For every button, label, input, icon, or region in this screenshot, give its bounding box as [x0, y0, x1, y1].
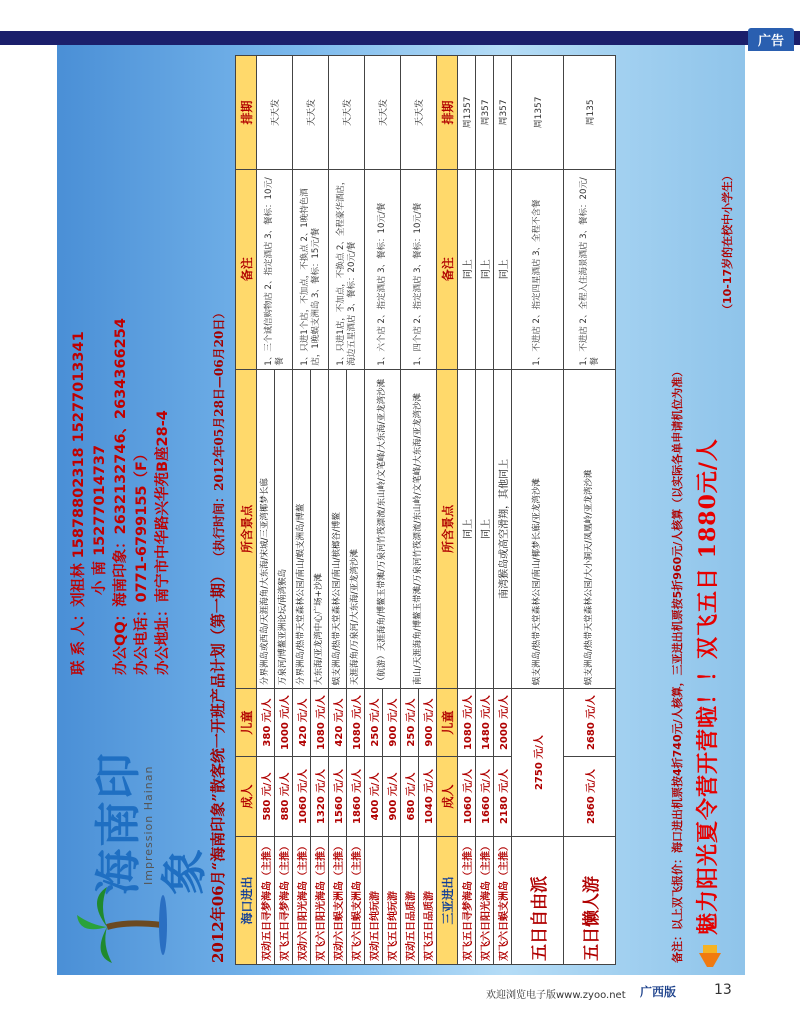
adult-price: 1560 元/人 — [329, 757, 347, 837]
notes: 1、不进店 2、指定四星酒店 3、全程不含餐 — [512, 169, 564, 369]
megaphone-icon — [693, 937, 727, 971]
plan-title-main: 2012年06月“海南印象”散客统一开班产品计划（第一期） — [209, 568, 227, 963]
logo-text: 海南印象 — [91, 751, 211, 895]
section-header-haikou — [236, 56, 257, 965]
table-row — [329, 56, 347, 965]
child-price: 250 元/人 — [365, 689, 383, 757]
adult-price: 400 元/人 — [365, 757, 383, 837]
route-name: 双动五日品质游 — [401, 837, 419, 965]
child-price: 1080 元/人 — [347, 689, 365, 757]
schedule: 周357 — [476, 56, 494, 170]
contact-line-3: 办公QQ：海南印象：2632132746、2634366254 — [113, 318, 129, 675]
adult-price: 1660 元/人 — [476, 757, 494, 837]
spots: 南湾猴岛或高空滑翔，其他同上 — [494, 369, 512, 688]
notes: 1、只进1个店，不加点，不换点 2、1晚特色酒店，1晚蜈支洲岛 3、餐标：15元/餐 — [293, 169, 329, 369]
child-price: 1080 元/人 — [458, 689, 476, 757]
spots: 蜈支洲岛/热带天堂森林公园/南山/椰梦长廊/亚龙湾沙滩 — [512, 369, 564, 688]
table-row — [476, 56, 494, 965]
section-title: 海口进出 — [236, 837, 257, 965]
page-number: 13 — [714, 982, 732, 998]
notes: 同上 — [458, 169, 476, 369]
route-name: 双飞五日寻梦海岛（主推） — [458, 837, 476, 965]
price-remark: 备注：以上双飞报价：海口进出机票按4折740元/人核算，三亚进出机票按5折960元/人核算（以实际各单申请机位为准） — [671, 365, 684, 963]
route-name: 双动五日纯玩游 — [365, 837, 383, 965]
notes: 1、不进店 2、全程入住海景酒店 3、餐标：20元/餐 — [564, 169, 616, 369]
route-name: 五日自由派 — [512, 837, 564, 965]
child-price: 900 元/人 — [419, 689, 437, 757]
child-price: 380 元/人 — [257, 689, 275, 757]
notes: 同上 — [494, 169, 512, 369]
table-row — [293, 56, 311, 965]
schedule: 天天发 — [257, 56, 293, 170]
spots: 南山/天涯海角/博鳌玉带滩/万泉河竹筏漂流/东山岭/文笔峰/大东海/亚龙湾沙滩 — [401, 369, 437, 688]
route-name: 双飞五日纯玩游 — [383, 837, 401, 965]
footer-url: 欢迎浏览电子版www.zyoo.net — [486, 990, 626, 1001]
contact-line-5: 办公地址：南宁市中华路兴华苑B座28-4 — [155, 410, 171, 675]
child-price: 1080 元/人 — [311, 689, 329, 757]
adult-price: 580 元/人 — [257, 757, 275, 837]
spots: 分界洲岛或西岛/天涯海角/大东海/宋城/三亚湾椰梦长廊 — [257, 369, 275, 688]
contact-line-1: 联 系 人：刘祖林 15878802318 15277013341 — [71, 331, 87, 675]
spots: （航游）天涯海角/博鳌玉带滩/万泉河竹筏漂流/东山岭/文笔峰/大东海/亚龙湾沙滩 — [365, 369, 401, 688]
adult-price: 1040 元/人 — [419, 757, 437, 837]
child-price: 2680 元/人 — [564, 689, 616, 757]
route-name: 双飞六日阳光海岛（主推） — [311, 837, 329, 965]
col-notes: 备注 — [437, 169, 458, 369]
spots: 天涯海角/万泉河/大东海/亚龙湾沙滩 — [347, 369, 365, 688]
child-price: 420 元/人 — [293, 689, 311, 757]
palm-tree-icon — [77, 885, 167, 965]
adult-price: 1060 元/人 — [458, 757, 476, 837]
route-name: 双动六日蜈支洲岛（主推） — [329, 837, 347, 965]
route-name: 双飞六日蜈支洲岛（主推） — [494, 837, 512, 965]
child-price: 1480 元/人 — [476, 689, 494, 757]
child-price: 2000 元/人 — [494, 689, 512, 757]
col-adult: 成人 — [236, 757, 257, 837]
table-row — [512, 56, 564, 965]
ad-tag: 广告 — [748, 28, 794, 51]
adult-price: 1060 元/人 — [293, 757, 311, 837]
contact-line-2: 小 南 15277014737 — [92, 444, 108, 595]
logo-subtitle: Impression Hainan — [142, 765, 155, 885]
route-name: 双飞五日寻梦海岛（主推） — [275, 837, 293, 965]
footer-edition: 广西版 — [640, 985, 677, 999]
travel-poster — [57, 45, 745, 975]
col-spots: 所含景点 — [236, 369, 257, 688]
child-price: 250 元/人 — [401, 689, 419, 757]
table-row — [401, 56, 419, 965]
adult-price: 880 元/人 — [275, 757, 293, 837]
adult-price: 1860 元/人 — [347, 757, 365, 837]
col-child: 儿童 — [236, 689, 257, 757]
notes: 1、只进1店，不加点，不换点 2、全程豪华酒店，海边五星酒店 3、餐标：20元/餐 — [329, 169, 365, 369]
col-schedule: 排期 — [437, 56, 458, 170]
spots: 同上 — [476, 369, 494, 688]
schedule: 天天发 — [293, 56, 329, 170]
route-name: 双动六日阳光海岛（主推） — [293, 837, 311, 965]
adult-price: 680 元/人 — [401, 757, 419, 837]
child-price: 420 元/人 — [329, 689, 347, 757]
notes: 1、三个诚信购物店 2、指定酒店 3、餐标：10元/餐 — [257, 169, 293, 369]
summer-camp-slogan: 魅力阳光夏令营开营啦！！双飞五日 1880元/人 — [695, 438, 721, 935]
route-name: 五日懒人游 — [564, 837, 616, 965]
contact-block — [69, 55, 201, 675]
col-adult: 成人 — [437, 757, 458, 837]
adult-price: 900 元/人 — [383, 757, 401, 837]
spots: 分界洲岛/热带天堂森林公园/南山/蜈支洲岛/博鳌 — [293, 369, 311, 688]
spots: 蜈支洲岛/热带天堂森林公园/大小洞天/凤凰岭/亚龙湾沙滩 — [564, 369, 616, 688]
schedule: 周1357 — [458, 56, 476, 170]
table-row — [564, 56, 616, 965]
route-name: 双飞五日品质游 — [419, 837, 437, 965]
adult-price: 1320 元/人 — [311, 757, 329, 837]
schedule: 天天发 — [365, 56, 401, 170]
section-header-sanya — [437, 56, 458, 965]
table-row — [494, 56, 512, 965]
route-name: 双飞六日蜈支洲岛（主推） — [347, 837, 365, 965]
notes: 同上 — [476, 169, 494, 369]
child-price: 1000 元/人 — [275, 689, 293, 757]
col-spots: 所含景点 — [437, 369, 458, 688]
schedule: 周357 — [494, 56, 512, 170]
schedule: 天天发 — [329, 56, 365, 170]
col-schedule: 排期 — [236, 56, 257, 170]
price-table — [235, 55, 616, 965]
col-child: 儿童 — [437, 689, 458, 757]
plan-title — [207, 307, 228, 963]
route-name: 双动五日寻梦海岛（主推） — [257, 837, 275, 965]
section-title: 三亚进出 — [437, 837, 458, 965]
spots: 蜈支洲岛/热带天堂森林公园/南山/槟榔谷/博鳌 — [329, 369, 347, 688]
route-name: 双飞六日阳光海岛（主推） — [476, 837, 494, 965]
col-notes: 备注 — [236, 169, 257, 369]
spots: 万泉河/博鳌亚洲论坛/南湾猴岛 — [275, 369, 293, 688]
table-row — [458, 56, 476, 965]
spots: 大东海/亚龙湾中心广场+沙滩 — [311, 369, 329, 688]
spots: 同上 — [458, 369, 476, 688]
age-note: （10-17岁的在校中小学生） — [721, 169, 734, 315]
notes: 1、四个店 2、指定酒店 3、餐标：10元/餐 — [401, 169, 437, 369]
table-row — [257, 56, 275, 965]
contact-line-4: 办公电话：0771-6799155（F） — [134, 446, 150, 675]
schedule: 天天发 — [401, 56, 437, 170]
top-banner-bar — [0, 31, 800, 45]
adult-price: 2860 元/人 — [564, 757, 616, 837]
adult-price: 2750 元/人 — [512, 689, 564, 837]
child-price: 900 元/人 — [383, 689, 401, 757]
schedule: 周135 — [564, 56, 616, 170]
schedule: 周1357 — [512, 56, 564, 170]
plan-exec-time: （执行时间：2012年05月28日—06月20日） — [212, 306, 226, 563]
notes: 1、六个店 2、指定酒店 3、餐标：10元/餐 — [365, 169, 401, 369]
poster-rotated-stage — [57, 45, 745, 975]
table-row — [365, 56, 383, 965]
adult-price: 2180 元/人 — [494, 757, 512, 837]
